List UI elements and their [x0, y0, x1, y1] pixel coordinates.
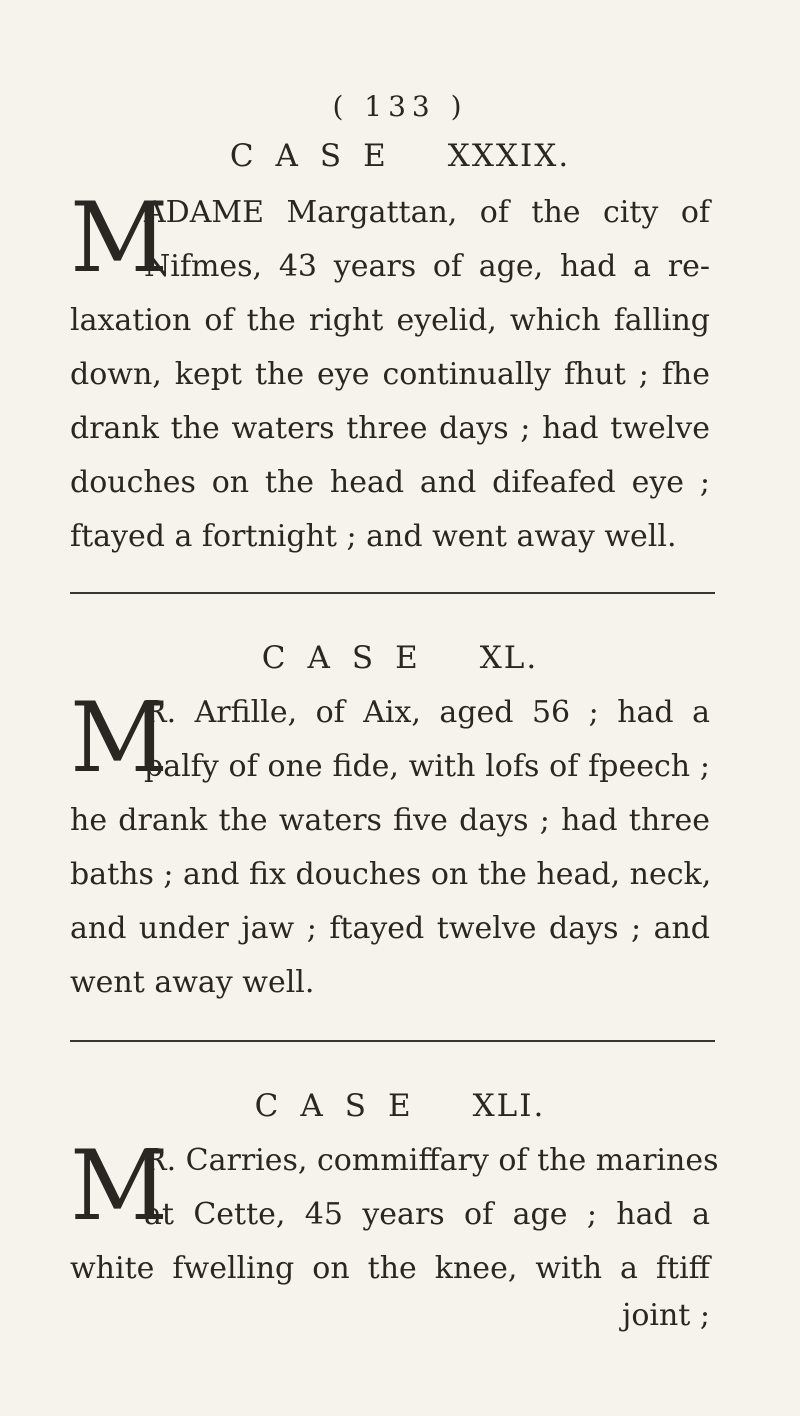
text-line: douches on the head and difeafed eye ;: [70, 465, 710, 500]
drop-cap: M: [70, 1130, 169, 1242]
text-line: Nifmes, 43 years of age, had a re-: [144, 249, 710, 284]
text-line: and under jaw ; ftayed twelve days ; and: [70, 911, 710, 946]
text-line: ftayed a fortnight ; and went away well.: [70, 519, 677, 554]
text-line: palfy of one fide, with lofs of fpeech ;: [144, 749, 710, 784]
page-number: ( 133 ): [332, 90, 468, 123]
case-heading-word: CASE: [229, 138, 408, 174]
case-heading-word: CASE: [261, 640, 440, 676]
text-line: R. Carries, commiffary of the marines: [144, 1143, 719, 1178]
drop-cap: M: [70, 182, 169, 294]
text-line: down, kept the eye continually fhut ; fhe: [70, 357, 710, 392]
text-line: ADAME Margattan, of the city of: [144, 195, 710, 230]
case-paragraph: [70, 1130, 719, 1296]
case-paragraph: [70, 682, 712, 1010]
case-heading: [0, 1088, 800, 1124]
case-heading: [0, 138, 800, 174]
section-divider: [70, 1040, 715, 1042]
text-line: baths ; and fix douches on the head, neck,: [70, 857, 712, 892]
case-heading-number: XXXIX.: [447, 138, 571, 174]
case-heading-number: XL.: [479, 640, 539, 676]
case-heading-number: XLI.: [472, 1088, 546, 1124]
text-line: drank the waters three days ; had twelve: [70, 411, 710, 446]
case-heading: [0, 640, 800, 676]
case-paragraph: [70, 182, 710, 564]
text-line: he drank the waters five days ; had three: [70, 803, 710, 838]
drop-cap: M: [70, 682, 169, 794]
section-divider: [70, 592, 715, 594]
text-line: white fwelling on the knee, with a ftiff: [70, 1251, 710, 1286]
text-line: went away well.: [70, 965, 315, 1000]
text-line: R. Arfille, of Aix, aged 56 ; had a: [144, 695, 710, 730]
catchword: joint ;: [622, 1298, 710, 1333]
text-line: laxation of the right eyelid, which falling: [70, 303, 710, 338]
text-line: at Cette, 45 years of age ; had a: [144, 1197, 710, 1232]
case-heading-word: CASE: [254, 1088, 433, 1124]
